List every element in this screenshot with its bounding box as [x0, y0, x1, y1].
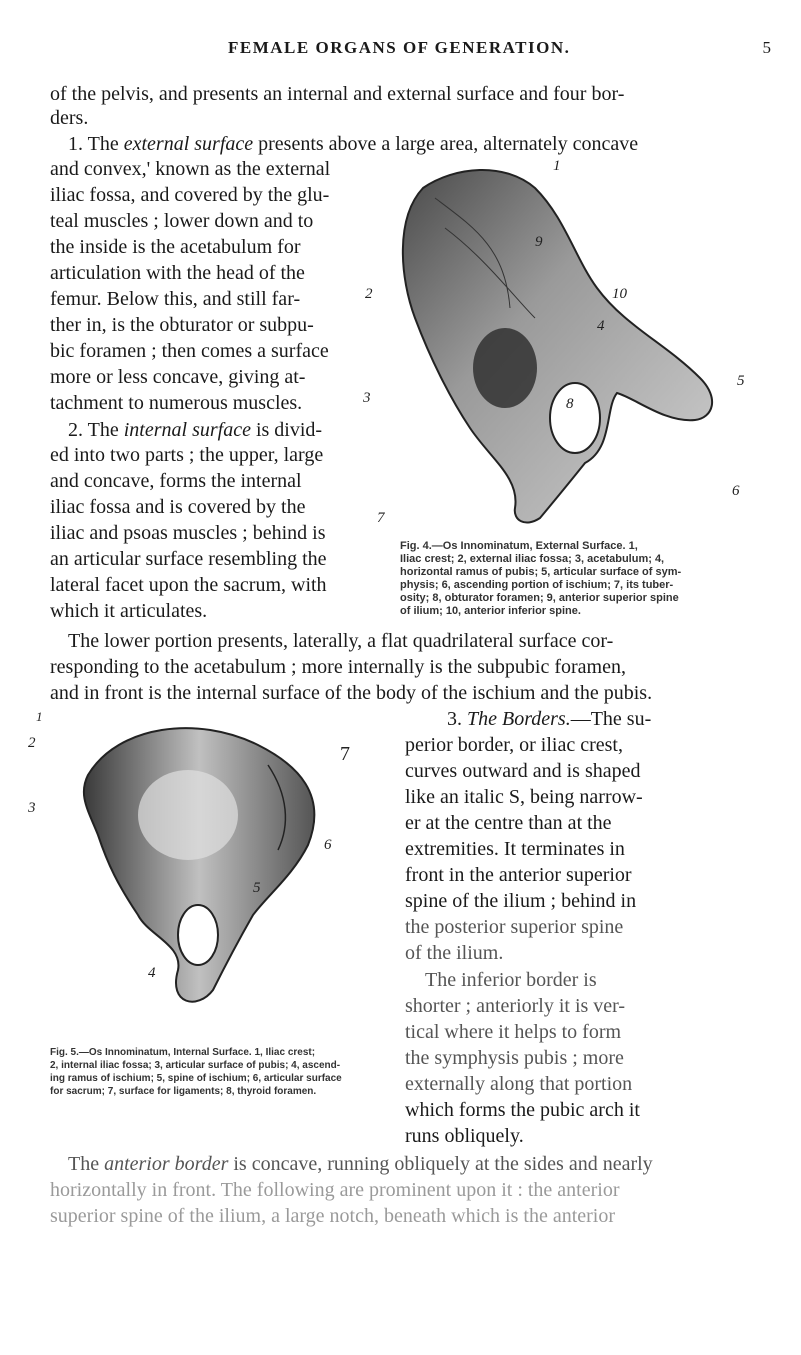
caption-line: osity; 8, obturator foramen; 9, anterior superior spine — [400, 592, 679, 604]
body-line: externally along that portion — [405, 1073, 633, 1095]
body-line: bic foramen ; then comes a surface — [50, 340, 329, 362]
figure-label: 1 — [36, 709, 43, 724]
body-line: an articular surface resembling the — [50, 548, 327, 570]
body-line: iliac and psoas muscles ; behind is — [50, 522, 326, 544]
os-innominatum-internal-illustration — [28, 705, 358, 1025]
text: The — [87, 133, 119, 155]
caption-line: of ilium; 10, anterior inferior spine. — [400, 605, 581, 617]
figure-label: 7 — [340, 743, 350, 765]
text: The — [68, 1153, 100, 1175]
caption-line: horizontal ramus of pubis; 5, articular surface of sym- — [400, 566, 682, 578]
figure-4-caption — [400, 540, 790, 618]
body-line: horizontally in front. The following are prominent upon it : the anterior — [50, 1179, 620, 1201]
text: presents above a large area, alternately concave — [258, 133, 639, 155]
body-line: spine of the ilium ; behind in — [405, 890, 637, 912]
figure-label: 1 — [553, 158, 561, 174]
caption-line: Fig. 4.—Os Innominatum, External Surface. 1, — [400, 540, 638, 552]
body-line: superior spine of the ilium, a large notch, beneath which is the anterior — [50, 1205, 616, 1227]
body-line: runs obliquely. — [405, 1125, 524, 1147]
figure-label: 4 — [597, 318, 605, 334]
body-line: femur. Below this, and still far- — [50, 288, 301, 310]
running-title: FEMALE ORGANS OF GENERATION. — [228, 38, 571, 57]
body-line: teal muscles ; lower down and to — [50, 210, 314, 232]
para1-first-line — [68, 132, 638, 156]
body-line: front in the anterior superior — [405, 864, 632, 886]
body-line: perior border, or iliac crest, — [405, 734, 623, 756]
body-line: curves outward and is shaped — [405, 760, 641, 782]
figure-label: 5 — [253, 880, 261, 896]
figure-label: 5 — [737, 373, 745, 389]
body-line: of the pelvis, and presents an internal and external surface and four bor- — [50, 83, 625, 105]
para4-first-line — [447, 707, 651, 731]
emphasis: internal surface — [123, 419, 251, 441]
figure-label: 8 — [566, 396, 574, 412]
body-line: articulation with the head of the — [50, 262, 305, 284]
caption-line: physis; 6, ascending portion of ischium; 7, its tuber- — [400, 579, 674, 591]
body-line: ther in, is the obturator or subpu- — [50, 314, 314, 336]
para6-first-line — [68, 1152, 653, 1176]
figure-label: 10 — [612, 286, 627, 302]
caption-line: Fig. 5.—Os Innominatum, Internal Surface. 1, Iliac crest; — [50, 1047, 316, 1058]
body-line: ders. — [50, 107, 89, 129]
text: is concave, running obliquely at the sides and nearly — [233, 1153, 653, 1175]
body-line: ed into two parts ; the upper, large — [50, 444, 324, 466]
caption-line: Iliac crest; 2, external iliac fossa; 3, acetabulum; 4, — [400, 553, 665, 565]
body-line: tical where it helps to form — [405, 1021, 622, 1043]
text: The — [87, 419, 119, 441]
section-heading: The Borders. — [467, 708, 571, 730]
body-line: and in front is the internal surface of the body of the ischium and the pubis. — [50, 682, 653, 704]
running-head — [0, 38, 801, 62]
figure-label: 3 — [363, 390, 371, 406]
body-line: like an italic S, being narrow- — [405, 786, 643, 808]
figure-label: 6 — [732, 483, 740, 499]
body-line: The inferior border is — [425, 969, 597, 991]
page-number: 5 — [762, 38, 771, 57]
body-line: which forms the pubic arch it — [405, 1099, 640, 1121]
figure-5 — [28, 705, 358, 1025]
emphasis: external surface — [123, 133, 254, 155]
body-line: of the ilium. — [405, 942, 504, 964]
figure-4 — [335, 158, 755, 542]
body-line: extremities. It terminates in — [405, 838, 625, 860]
figure-label: 3 — [28, 800, 36, 816]
caption-line: for sacrum; 7, surface for ligaments; 8, thyroid foramen. — [50, 1086, 317, 1097]
body-line: shorter ; anteriorly it is ver- — [405, 995, 626, 1017]
body-line: which it articulates. — [50, 600, 208, 622]
body-line: responding to the acetabulum ; more internally is the subpubic foramen, — [50, 656, 626, 678]
body-line: tachment to numerous muscles. — [50, 392, 303, 414]
figure-label: 2 — [28, 735, 36, 751]
body-line: er at the centre than at the — [405, 812, 612, 834]
caption-line: ing ramus of ischium; 5, spine of ischium; 6, articular surface — [50, 1073, 342, 1084]
text: —The su- — [570, 708, 652, 730]
figure-label: 2 — [365, 286, 373, 302]
text: is divid- — [255, 419, 323, 441]
body-line: The lower portion presents, laterally, a flat quadrilateral surface cor- — [68, 630, 614, 652]
para-number: 1. — [68, 133, 83, 155]
para2-first-line — [68, 418, 322, 442]
body-line: the symphysis pubis ; more — [405, 1047, 624, 1069]
figure-label: 9 — [535, 234, 543, 250]
body-line: the inside is the acetabulum for — [50, 236, 301, 258]
caption-line: 2, internal iliac fossa; 3, articular surface of pubis; 4, ascend- — [50, 1060, 341, 1071]
body-line: the posterior superior spine — [405, 916, 624, 938]
os-innominatum-external-illustration — [335, 158, 755, 542]
para-number: 3. — [447, 708, 462, 730]
body-line: and concave, forms the internal — [50, 470, 302, 492]
body-line: iliac fossa and is covered by the — [50, 496, 306, 518]
emphasis: anterior border — [104, 1153, 229, 1175]
figure-label: 4 — [148, 965, 156, 981]
figure-label: 7 — [377, 510, 385, 526]
para-number: 2. — [68, 419, 83, 441]
body-line: lateral facet upon the sacrum, with — [50, 574, 327, 596]
body-line: and convex,' known as the external — [50, 158, 331, 180]
body-line: iliac fossa, and covered by the glu- — [50, 184, 330, 206]
body-line: more or less concave, giving at- — [50, 366, 306, 388]
figure-label: 6 — [324, 837, 332, 853]
figure-5-caption — [50, 1046, 395, 1098]
